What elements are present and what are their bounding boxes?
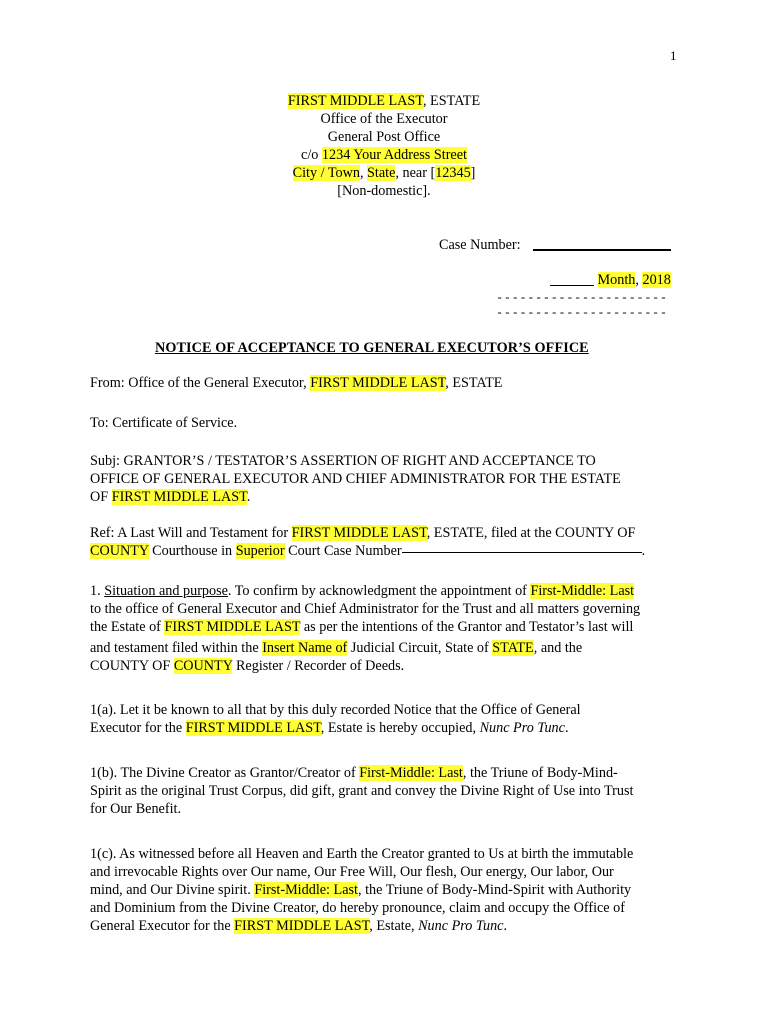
case-number-field [439,236,671,254]
reference-paragraph: Ref: A Last Will and Testament for FIRST MIDDLE LAST, ESTATE, filed at the COUNTY OF COUNTY Courthouse in Superior Court Case Number . [90,525,646,559]
date-line: Month, 2018 [550,271,671,289]
paragraph-1c: 1(c). As witnessed before all Heaven and Earth the Creator granted to Us at birth the immutable and irrevocable Rights over Our name, Our Free Will, Our flesh, Our energy, Our labor, Our mind, and Our Divine spirit. First-Middle: Last, the Triune of Body-Mind-Spirit with Authority and Dominium from the Divine Creator, do hereby pronounce, claim and occupy the Office of General Executor for the FIRST MIDDLE LAST, Estate, Nunc Pro Tunc. [90,846,634,934]
page-number: 1 [670,48,677,63]
non-domestic-line: [Non-domestic]. [337,183,431,199]
paragraph-1b: 1(b). The Divine Creator as Grantor/Creator of First-Middle: Last, the Triune of Body-Mind- Spirit as the original Trust Corpus, did gift, grant and convey the Divine Right of Use into Trust for Our Benefit. [90,765,634,817]
case-number-label: Case Number: [439,237,521,253]
city-line: City / Town, State, near [12345] [292,165,476,181]
estate-address-block [0,92,768,200]
section-heading: Situation and purpose [104,583,228,599]
paragraph-1: 1. Situation and purpose. To confirm by acknowledgment the appointment of First-Middle: Last to the office of General Executor and Chief Administrator for the Trust and all matters governing the Estate of FIRST MIDDLE LAST as per the intentions of the Grantor and Testator’s last will and testament filed within the Insert Name of Judicial Circuit, State of STATE, and the COUNTY OF COUNTY Register / Recorder of Deeds. [90,583,641,674]
case-number-underline [402,552,642,553]
subject-paragraph: Subj: GRANTOR’S / TESTATOR’S ASSERTION OF RIGHT AND ACCEPTANCE TO OFFICE OF GENERAL EXECUTOR AND CHIEF ADMINISTRATOR FOR THE ESTATE OF FIRST MIDDLE LAST. [90,453,621,505]
from-line: From: Office of the General Executor, FIRST MIDDLE LAST, ESTATE [90,375,503,391]
notice-title: NOTICE OF ACCEPTANCE TO GENERAL EXECUTOR’S OFFICE [155,340,589,356]
case-number-blank [533,249,671,251]
dash-line-2: ---------------------- [496,306,668,320]
paragraph-1a: 1(a). Let it be known to all that by this duly recorded Notice that the Office of General Executor for the FIRST MIDDLE LAST, Estate is hereby occupied, Nunc Pro Tunc. [90,702,581,736]
post-office-line: General Post Office [327,129,441,145]
estate-name-line: FIRST MIDDLE LAST, ESTATE [287,93,481,109]
month: Month [597,272,636,288]
to-line: To: Certificate of Service. [90,415,238,431]
street-line: c/o 1234 Your Address Street [301,147,467,163]
office-line: Office of the Executor [320,111,448,127]
dash-line-1: ---------------------- [496,291,668,305]
year: 2018 [642,272,671,288]
day-blank [550,285,594,286]
